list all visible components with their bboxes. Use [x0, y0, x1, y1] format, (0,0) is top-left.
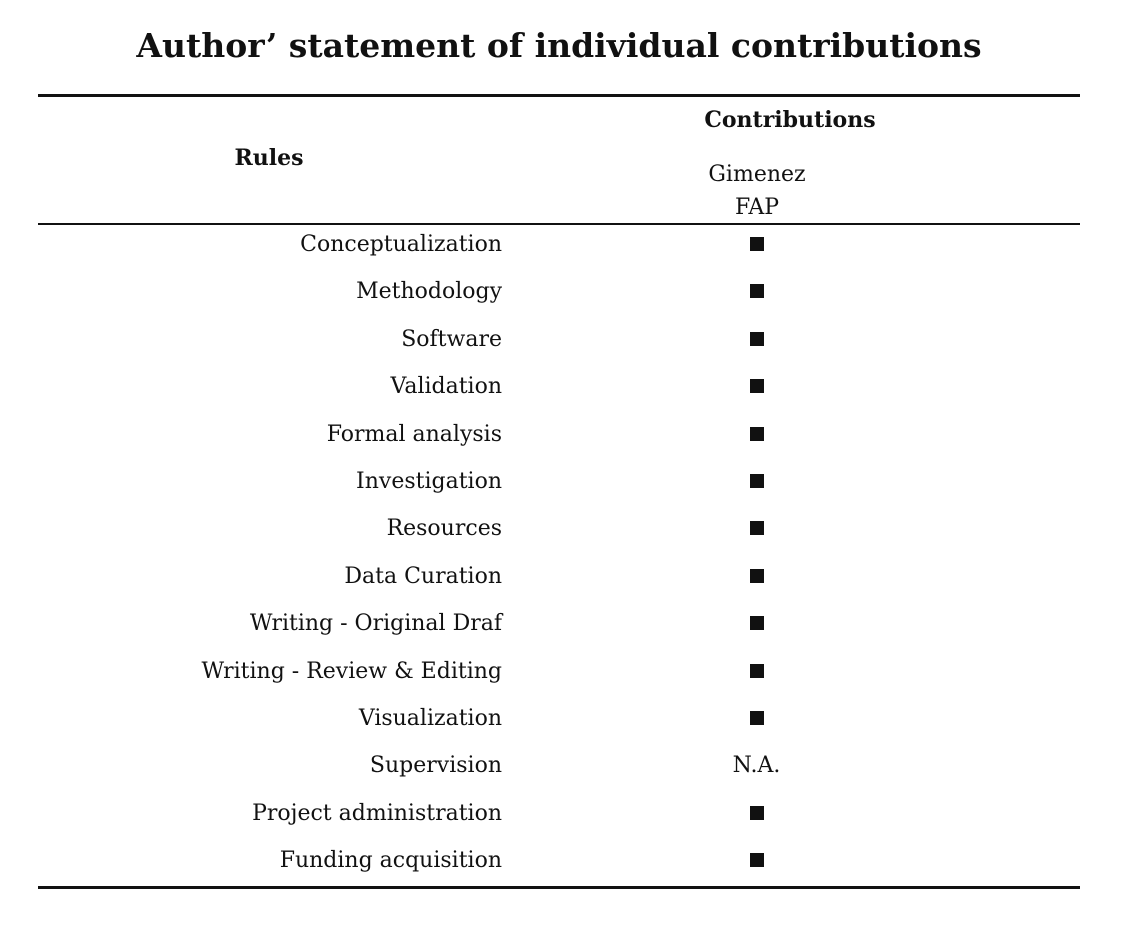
table-row [38, 372, 1080, 419]
contribution-mark [678, 848, 835, 873]
contribution-mark [678, 232, 835, 257]
rule-name: Funding acquisition [279, 848, 502, 874]
rule-name: Data Curation [344, 563, 502, 589]
rule-name: Writing - Original Draf [249, 611, 502, 637]
table-row [38, 704, 1080, 751]
filled-square-icon [750, 379, 764, 393]
rule-name: Investigation [356, 468, 502, 494]
contribution-mark [678, 611, 835, 636]
filled-square-icon [750, 664, 764, 678]
table-row [38, 751, 1080, 798]
contribution-mark [678, 659, 835, 684]
contribution-mark [678, 279, 835, 304]
table-row [38, 325, 1080, 372]
table-row [38, 609, 1080, 656]
contribution-mark [678, 753, 835, 778]
contribution-mark [678, 469, 835, 494]
table-title: Author’ statement of individual contributions [136, 26, 982, 65]
rule-name: Writing - Review & Editing [201, 658, 502, 684]
table-row [38, 230, 1080, 277]
rule-name: Methodology [356, 279, 502, 305]
rule-name: Project administration [252, 800, 502, 826]
column-header-rules: Rules [234, 145, 304, 171]
table-row [38, 514, 1080, 561]
table-row [38, 657, 1080, 704]
rule-name: Supervision [369, 753, 502, 779]
contribution-mark [678, 801, 835, 826]
table-row [38, 467, 1080, 514]
top-rule [38, 94, 1080, 97]
filled-square-icon [750, 284, 764, 298]
filled-square-icon [750, 569, 764, 583]
filled-square-icon [750, 853, 764, 867]
bottom-rule [38, 886, 1080, 889]
table-row [38, 277, 1080, 324]
filled-square-icon [750, 711, 764, 725]
rule-name: Resources [386, 516, 502, 542]
filled-square-icon [750, 237, 764, 251]
filled-square-icon [750, 332, 764, 346]
table-row [38, 420, 1080, 467]
rule-name: Software [401, 326, 502, 352]
column-header-contributions: Contributions [704, 107, 876, 133]
filled-square-icon [750, 427, 764, 441]
header-rule [38, 223, 1080, 225]
rule-name: Formal analysis [326, 421, 502, 447]
contribution-mark [678, 374, 835, 399]
filled-square-icon [750, 474, 764, 488]
contribution-mark [678, 706, 835, 731]
contribution-mark [678, 516, 835, 541]
filled-square-icon [750, 806, 764, 820]
filled-square-icon [750, 616, 764, 630]
contribution-mark [678, 327, 835, 352]
contribution-text: N.A. [732, 753, 781, 779]
rule-name: Visualization [358, 705, 502, 731]
filled-square-icon [750, 521, 764, 535]
contributions-table-body [38, 230, 1080, 893]
author-header [672, 158, 842, 224]
contribution-mark [678, 564, 835, 589]
rule-name: Conceptualization [300, 232, 502, 257]
contribution-mark [678, 422, 835, 447]
table-row [38, 562, 1080, 609]
author-name-line2: FAP [734, 195, 780, 220]
rule-name: Validation [390, 374, 502, 400]
table-row [38, 799, 1080, 846]
author-name-line1: Gimenez [708, 162, 806, 187]
